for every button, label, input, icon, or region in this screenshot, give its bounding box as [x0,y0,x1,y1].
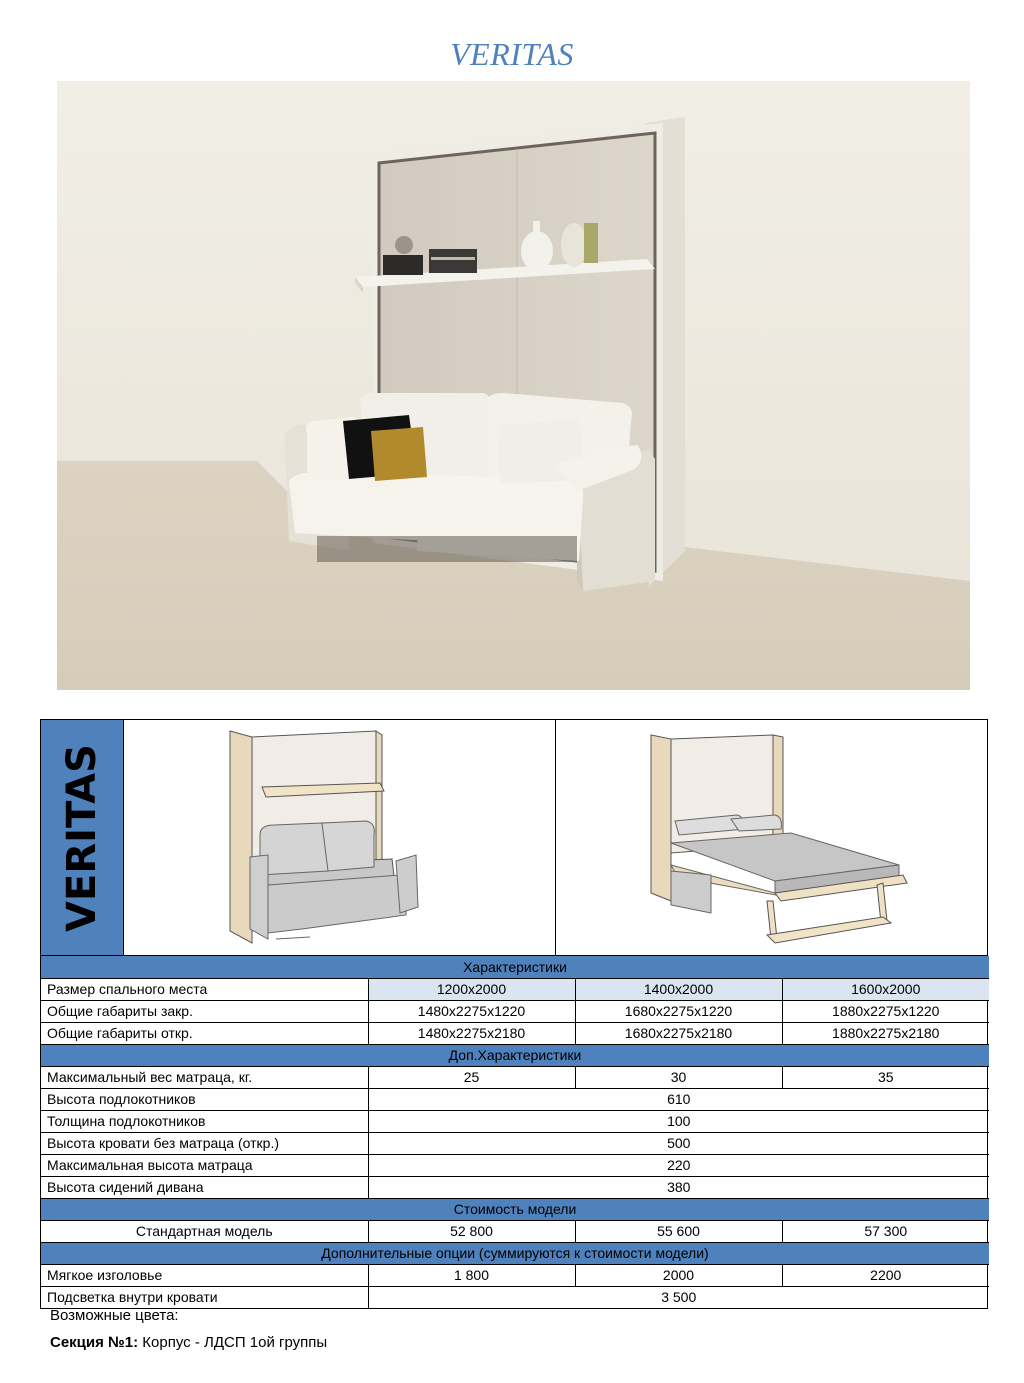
row-value: 57 300 [782,1220,989,1242]
row-value: 3 500 [368,1286,989,1308]
hero-photo [57,81,970,690]
table-row [41,1220,989,1242]
table-row [41,1066,989,1088]
row-value: 1680x2275x1220 [575,1000,782,1022]
row-label: Высота сидений дивана [41,1176,368,1198]
section-line [50,1334,327,1351]
section-extra: Доп.Характеристики [41,1044,989,1066]
spec-table [41,956,989,1308]
table-row [41,978,989,1000]
table-row [41,1132,989,1154]
render-open [555,720,987,955]
row-value: 1480x2275x2180 [368,1022,575,1044]
row-value: 1400x2000 [575,978,782,1000]
colors-label: Возможные цвета: [50,1307,179,1324]
table-row [41,1154,989,1176]
row-value: 220 [368,1154,989,1176]
section-text: Корпус - ЛДСП 1ой группы [138,1334,328,1351]
spec-sheet [40,719,988,1309]
row-value: 1 800 [368,1264,575,1286]
row-value: 1200x2000 [368,978,575,1000]
row-value: 25 [368,1066,575,1088]
row-value: 2000 [575,1264,782,1286]
table-row [41,1022,989,1044]
row-label: Общие габариты откр. [41,1022,368,1044]
side-label-band [41,720,124,955]
table-row [41,1286,989,1308]
row-label: Высота кровати без матраца (откр.) [41,1132,368,1154]
section-price: Стоимость модели [41,1198,989,1220]
row-label: Подсветка внутри кровати [41,1286,368,1308]
row-value: 1600x2000 [782,978,989,1000]
section-price-row [41,1198,989,1220]
row-label: Толщина подлокотников [41,1110,368,1132]
row-value: 1880x2275x2180 [782,1022,989,1044]
row-value: 380 [368,1176,989,1198]
row-label: Высота подлокотников [41,1088,368,1110]
section-extra-row [41,1044,989,1066]
table-row [41,1264,989,1286]
row-label: Максимальная высота матраца [41,1154,368,1176]
row-value: 1480x2275x1220 [368,1000,575,1022]
row-value: 100 [368,1110,989,1132]
row-label: Размер спального места [41,978,368,1000]
spec-header [41,720,987,956]
row-value: 1680x2275x2180 [575,1022,782,1044]
row-value: 55 600 [575,1220,782,1242]
section-characteristics: Характеристики [41,956,989,978]
row-label: Максимальный вес матраца, кг. [41,1066,368,1088]
section-name: Секция №1: [50,1334,139,1351]
row-value: 2200 [782,1264,989,1286]
table-row [41,1110,989,1132]
row-value: 30 [575,1066,782,1088]
section-options: Дополнительные опции (суммируются к стоимости модели) [41,1242,989,1264]
row-value: 500 [368,1132,989,1154]
section-characteristics-row [41,956,989,978]
row-value: 35 [782,1066,989,1088]
side-label: VERITAS [59,743,106,932]
table-row [41,1176,989,1198]
row-value: 610 [368,1088,989,1110]
render-closed [124,720,555,955]
section-options-row [41,1242,989,1264]
table-row [41,1000,989,1022]
row-value: 1880x2275x1220 [782,1000,989,1022]
row-label: Общие габариты закр. [41,1000,368,1022]
row-label: Мягкое изголовье [41,1264,368,1286]
page-title: VERITAS [450,36,574,72]
row-value: 52 800 [368,1220,575,1242]
table-row [41,1088,989,1110]
row-label: Стандартная модель [41,1220,368,1242]
